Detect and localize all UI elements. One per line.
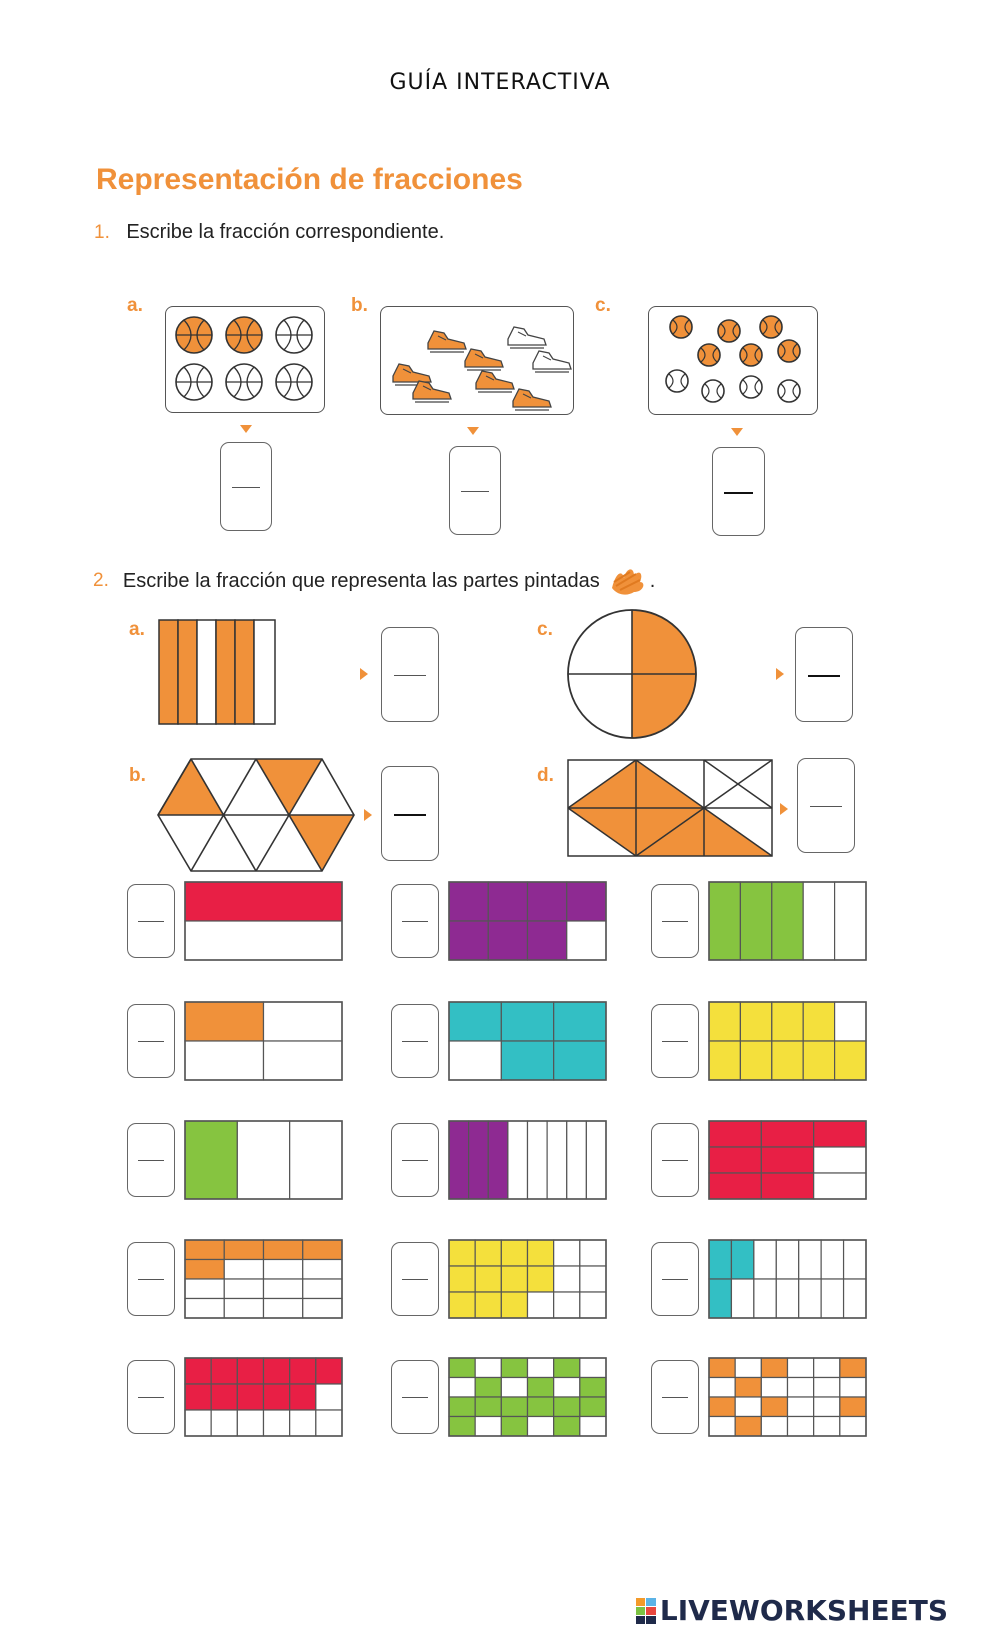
grid-cell [449, 882, 488, 921]
grid-cell [488, 1121, 508, 1199]
soccer-shoe-icon [465, 349, 503, 370]
fraction-answer-box[interactable] [127, 1360, 175, 1434]
fraction-answer-box[interactable] [651, 1004, 699, 1078]
fraction-answer-box[interactable] [391, 884, 439, 958]
grid-cell [501, 1397, 527, 1417]
grid-cell [844, 1279, 866, 1318]
basketball-icon [226, 364, 262, 400]
grid-cell [185, 1358, 211, 1384]
grid-cell [735, 1397, 761, 1417]
fraction-answer-box[interactable] [651, 884, 699, 958]
grid-cell [211, 1358, 237, 1384]
grid-cell [449, 1041, 501, 1080]
grid-cell [709, 882, 740, 960]
fraction-answer-box[interactable] [127, 884, 175, 958]
arrow-right-icon [360, 668, 368, 680]
grid-cell [554, 1358, 580, 1378]
grid-cell [554, 1002, 606, 1041]
grid-cell [709, 1417, 735, 1437]
grid-cell [709, 1041, 740, 1080]
grid-cell [567, 1121, 587, 1199]
grid-cell [264, 1410, 290, 1436]
grid-cell [709, 1173, 761, 1199]
grid-cell [264, 1260, 303, 1280]
grid-cell [761, 1358, 787, 1378]
grid-cell [803, 1041, 834, 1080]
fraction-answer-box[interactable] [127, 1242, 175, 1316]
grid-cell [835, 882, 866, 960]
grid-cell [554, 1397, 580, 1417]
grid-cell [709, 1147, 761, 1173]
item-letter-c: c. [595, 295, 611, 316]
grid-cell [528, 882, 567, 921]
item-letter-b: b. [351, 295, 368, 316]
grid-cell [709, 1240, 731, 1279]
grid-cell [290, 1358, 316, 1384]
grid-cell [554, 1417, 580, 1437]
arrow-right-icon [776, 668, 784, 680]
grid-cell [501, 1240, 527, 1266]
arrow-down-icon [731, 428, 743, 436]
grid-cell [224, 1240, 263, 1260]
tennis-ball-icon [698, 344, 720, 366]
tennis-ball-icon [778, 340, 800, 362]
soccer-shoe-icon [413, 381, 451, 402]
soccer-shoe-icon [476, 371, 514, 392]
grid-cell [709, 1397, 735, 1417]
grid-cell [237, 1384, 263, 1410]
section-title: Representación de fracciones [96, 163, 523, 196]
grid-cell [709, 1279, 731, 1318]
grid-cell [731, 1240, 753, 1279]
grid-cell [237, 1410, 263, 1436]
soccer-shoes-picture [380, 306, 574, 415]
basketballs-picture [165, 306, 325, 413]
fraction-answer-box[interactable] [381, 627, 439, 722]
grid-cell [814, 1121, 866, 1147]
tennis-ball-icon [670, 316, 692, 338]
grid-cell [761, 1417, 787, 1437]
tennis-ball-icon [778, 380, 800, 402]
grid-cell [776, 1279, 798, 1318]
grid-cell [709, 1358, 735, 1378]
tennis-ball-icon [649, 307, 817, 414]
grid-cell [303, 1299, 342, 1319]
grid-cell [303, 1279, 342, 1299]
fraction-answer-box[interactable] [391, 1242, 439, 1316]
tennis-balls-picture [648, 306, 818, 415]
grid-cell [772, 882, 803, 960]
grid-cell [821, 1240, 843, 1279]
grid-cell [788, 1378, 814, 1398]
grid-cell [528, 1397, 554, 1417]
grid-cell [735, 1358, 761, 1378]
grid-cell [554, 1292, 580, 1318]
grid-cell [528, 921, 567, 960]
grid-cell [501, 1041, 553, 1080]
fraction-answer-box[interactable] [795, 627, 853, 722]
soccer-shoe-icon [533, 351, 571, 372]
fraction-answer-box[interactable] [449, 446, 501, 535]
grid-cell [501, 1358, 527, 1378]
grid-cell [547, 1121, 567, 1199]
grid-cell [567, 882, 606, 921]
grid-cell [735, 1378, 761, 1398]
fraction-grid [185, 1002, 342, 1080]
grid-cell [469, 1121, 489, 1199]
grid-cell [449, 1292, 475, 1318]
rectangle-triangles-figure [568, 760, 772, 856]
grid-cell [814, 1358, 840, 1378]
grid-cell [185, 1279, 224, 1299]
grid-cell [185, 1041, 264, 1080]
fraction-grid [709, 1002, 866, 1080]
grid-cell [185, 921, 342, 960]
grid-cell [501, 1378, 527, 1398]
grid-cell [185, 1299, 224, 1319]
grid-cell [508, 1121, 528, 1199]
grid-cell [224, 1260, 263, 1280]
liveworksheets-logo [636, 1594, 948, 1627]
grid-cell [475, 1358, 501, 1378]
grid-cell [740, 1041, 771, 1080]
tennis-ball-icon [702, 380, 724, 402]
arrow-down-icon [467, 427, 479, 435]
grid-cell [586, 1121, 606, 1199]
question-text: Escribe la fracción que representa las partes pintadas [122, 569, 600, 592]
grid-cell [237, 1358, 263, 1384]
grid-cell [840, 1378, 866, 1398]
grid-cell [814, 1378, 840, 1398]
arrow-right-icon [364, 809, 372, 821]
grid-cell [580, 1358, 606, 1378]
grid-cell [475, 1378, 501, 1398]
grid-cell [316, 1384, 342, 1410]
grid-cell [772, 1041, 803, 1080]
grid-cell [814, 1147, 866, 1173]
grid-cell [449, 1417, 475, 1437]
fraction-answer-box[interactable] [651, 1123, 699, 1197]
vertical-strips-figure [159, 620, 275, 724]
grid-cell [264, 1240, 303, 1260]
grid-cell [237, 1121, 289, 1199]
soccer-shoe-icon [428, 331, 466, 352]
grid-cell [803, 1002, 834, 1041]
soccer-shoe-icon [513, 389, 551, 410]
grid-cell [501, 1266, 527, 1292]
fraction-answer-box[interactable] [391, 1004, 439, 1078]
grid-cell [844, 1240, 866, 1279]
grid-cell [580, 1417, 606, 1437]
paint-scribble-icon [606, 564, 650, 598]
grid-cell [303, 1240, 342, 1260]
grid-cell [580, 1240, 606, 1266]
tennis-ball-icon [740, 344, 762, 366]
fraction-answer-box[interactable] [391, 1360, 439, 1434]
grid-cell [449, 1397, 475, 1417]
fraction-grid [449, 1358, 606, 1436]
grid-cell [814, 1173, 866, 1199]
fraction-grid [449, 1002, 606, 1080]
logo-mark-icon [636, 1598, 656, 1624]
grid-cell [264, 1279, 303, 1299]
grid-cell [501, 1417, 527, 1437]
grid-cell [799, 1279, 821, 1318]
grid-cell [449, 921, 488, 960]
grid-cell [788, 1397, 814, 1417]
grid-cell [580, 1266, 606, 1292]
item-letter-d: d. [537, 765, 554, 786]
soccer-shoe-icon [381, 307, 573, 414]
grid-cell [303, 1260, 342, 1280]
grid-cell [185, 1384, 211, 1410]
grid-cell [449, 1002, 501, 1041]
fraction-answer-box[interactable] [651, 1242, 699, 1316]
grid-cell [264, 1299, 303, 1319]
grid-cell [185, 1260, 224, 1280]
grid-cell [185, 1410, 211, 1436]
grid-cell [567, 921, 606, 960]
logo-text: LIVEWORKSHEETS [659, 1594, 948, 1627]
grid-cell [761, 1147, 813, 1173]
grid-cell [290, 1121, 342, 1199]
question-number: 1. [94, 222, 110, 243]
grid-cell [488, 921, 527, 960]
grid-cell [528, 1358, 554, 1378]
question-1-instruction [94, 221, 444, 244]
fraction-grid [449, 1121, 606, 1199]
grid-cell [735, 1417, 761, 1437]
grid-cell [290, 1384, 316, 1410]
grid-cell [840, 1358, 866, 1378]
grid-cell [185, 1121, 237, 1199]
grid-cell [814, 1417, 840, 1437]
grid-cell [799, 1240, 821, 1279]
fraction-answer-box[interactable] [712, 447, 765, 536]
grid-cell [840, 1397, 866, 1417]
item-letter-a: a. [127, 295, 143, 316]
fraction-grid [709, 1240, 866, 1318]
grid-cell [754, 1279, 776, 1318]
grid-cell [224, 1299, 263, 1319]
fraction-grid [709, 1358, 866, 1436]
grid-cell [731, 1279, 753, 1318]
fraction-answer-box[interactable] [391, 1123, 439, 1197]
grid-cell [740, 1002, 771, 1041]
fraction-answer-box[interactable] [220, 442, 272, 531]
grid-cell [316, 1410, 342, 1436]
grid-cell [709, 1378, 735, 1398]
grid-cell [554, 1378, 580, 1398]
grid-cell [528, 1121, 548, 1199]
grid-cell [554, 1240, 580, 1266]
grid-cell [528, 1240, 554, 1266]
grid-cell [316, 1358, 342, 1384]
fraction-answer-box[interactable] [797, 758, 855, 853]
basketball-icon [166, 307, 324, 412]
grid-cell [528, 1266, 554, 1292]
grid-cell [761, 1121, 813, 1147]
grid-cell [528, 1417, 554, 1437]
grid-cell [761, 1378, 787, 1398]
hexagon-triangles-figure [158, 759, 354, 871]
basketball-icon [176, 364, 212, 400]
fraction-grid [185, 1121, 342, 1199]
tennis-ball-icon [740, 376, 762, 398]
fraction-grid [185, 1358, 342, 1436]
grid-cell [475, 1417, 501, 1437]
grid-cell [264, 1384, 290, 1410]
fraction-grid [709, 1121, 866, 1199]
grid-cell [501, 1292, 527, 1318]
grid-cell [554, 1041, 606, 1080]
grid-cell [740, 882, 771, 960]
item-letter-c: c. [537, 619, 553, 640]
grid-cell [528, 1378, 554, 1398]
grid-cell [835, 1041, 866, 1080]
item-letter-b: b. [129, 765, 146, 786]
grid-cell [185, 1002, 264, 1041]
fraction-grid [185, 1240, 342, 1318]
grid-cell [772, 1002, 803, 1041]
grid-cell [840, 1417, 866, 1437]
grid-cell [449, 1121, 469, 1199]
soccer-shoe-icon [508, 327, 546, 348]
grid-cell [488, 882, 527, 921]
grid-cell [528, 1292, 554, 1318]
grid-cell [754, 1240, 776, 1279]
grid-cell [821, 1279, 843, 1318]
tennis-ball-icon [760, 316, 782, 338]
grid-cell [709, 1002, 740, 1041]
fraction-answer-box[interactable] [381, 766, 439, 861]
grid-cell [211, 1410, 237, 1436]
fraction-answer-box[interactable] [651, 1360, 699, 1434]
tennis-ball-icon [666, 370, 688, 392]
arrow-right-icon [780, 803, 788, 815]
grid-cell [475, 1397, 501, 1417]
fraction-grid [185, 882, 342, 960]
grid-cell [449, 1378, 475, 1398]
item-letter-a: a. [129, 619, 145, 640]
grid-cell [449, 1266, 475, 1292]
fraction-grid [709, 882, 866, 960]
arrow-down-icon [240, 425, 252, 433]
page-header-title: GUÍA INTERACTIVA [389, 70, 611, 95]
basketball-icon [176, 317, 212, 353]
basketball-icon [276, 317, 312, 353]
grid-cell [835, 1002, 866, 1041]
grid-cell [185, 1240, 224, 1260]
grid-cell [185, 882, 342, 921]
fraction-answer-box[interactable] [127, 1004, 175, 1078]
grid-cell [475, 1266, 501, 1292]
fraction-grid [449, 882, 606, 960]
grid-cell [554, 1266, 580, 1292]
grid-cell [290, 1410, 316, 1436]
grid-cell [211, 1384, 237, 1410]
grid-cell [264, 1002, 343, 1041]
grid-cell [776, 1240, 798, 1279]
grid-cell [761, 1397, 787, 1417]
grid-cell [501, 1002, 553, 1041]
grid-cell [264, 1358, 290, 1384]
question-text: Escribe la fracción correspondiente. [126, 221, 445, 243]
fraction-answer-box[interactable] [127, 1123, 175, 1197]
grid-cell [264, 1041, 343, 1080]
grid-cell [803, 882, 834, 960]
grid-cell [709, 1121, 761, 1147]
grid-cell [761, 1173, 813, 1199]
basketball-icon [226, 317, 262, 353]
grid-cell [449, 1240, 475, 1266]
grid-cell [580, 1292, 606, 1318]
grid-cell [788, 1417, 814, 1437]
tennis-ball-icon [718, 320, 740, 342]
circle-quarters-figure [567, 609, 697, 739]
question-2-instruction [93, 564, 655, 598]
question-number: 2. [93, 570, 109, 591]
grid-cell [580, 1397, 606, 1417]
basketball-icon [276, 364, 312, 400]
fraction-grid [449, 1240, 606, 1318]
grid-cell [580, 1378, 606, 1398]
grid-cell [788, 1358, 814, 1378]
question-period: . [649, 569, 656, 592]
grid-cell [814, 1397, 840, 1417]
grid-cell [475, 1292, 501, 1318]
grid-cell [449, 1358, 475, 1378]
grid-cell [224, 1279, 263, 1299]
grid-cell [475, 1240, 501, 1266]
